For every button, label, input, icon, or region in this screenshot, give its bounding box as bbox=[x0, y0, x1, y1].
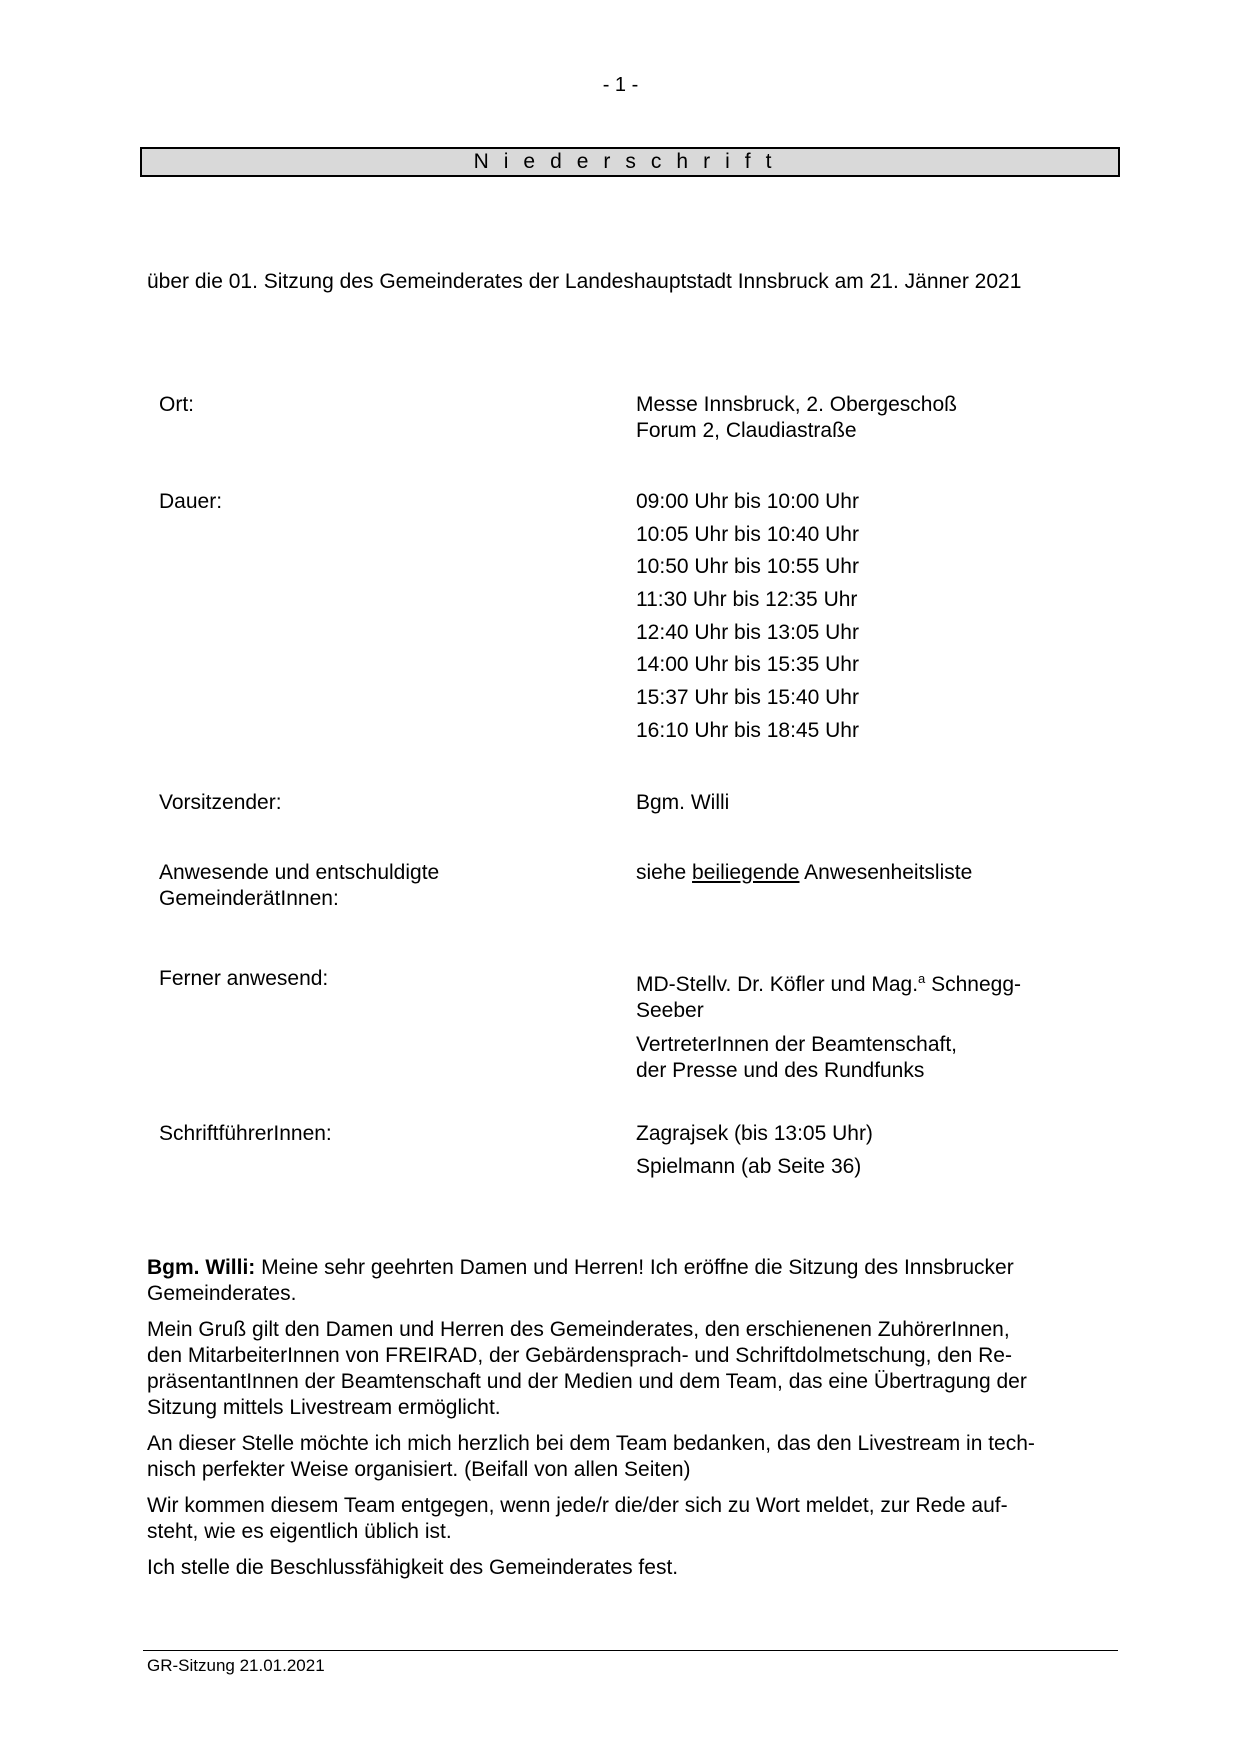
paragraph bbox=[147, 1493, 1117, 1545]
anwesende-label-line: Anwesende und entschuldigte bbox=[159, 861, 440, 884]
intro-text: über die 01. Sitzung des Gemeinderates der Landeshauptstadt Innsbruck am 21. Jänner 2021 bbox=[147, 270, 1022, 293]
ferner-line: VertreterInnen der Beamtenschaft, bbox=[636, 1033, 958, 1056]
footer-divider bbox=[143, 1650, 1118, 1651]
anwesende-underlined: beiliegende bbox=[692, 861, 800, 884]
schrift-value bbox=[636, 1118, 1116, 1183]
document-title: Niederschrift bbox=[140, 147, 1120, 177]
schrift-label: SchriftführerInnen: bbox=[159, 1122, 332, 1145]
anwesende-label bbox=[159, 860, 539, 912]
paragraph-line: Ich stelle die Beschlussfähigkeit des Gemeinderates fest. bbox=[147, 1556, 679, 1579]
ort-value bbox=[636, 392, 1116, 444]
schrift-line: Spielmann (ab Seite 36) bbox=[636, 1154, 862, 1178]
paragraph bbox=[147, 1317, 1117, 1421]
paragraph-line: Gemeinderates. bbox=[147, 1282, 297, 1305]
ferner-value bbox=[636, 966, 1116, 1084]
anwesende-value bbox=[636, 860, 1116, 886]
paragraph-line: An dieser Stelle möchte ich mich herzlich bei dem Team bedanken, das den Livestream in tech- bbox=[147, 1432, 1035, 1455]
ort-label: Ort: bbox=[159, 393, 194, 416]
speaker-name: Bgm. Willi: bbox=[147, 1256, 256, 1279]
vorsitz-value: Bgm. Willi bbox=[636, 791, 730, 814]
ort-line: Messe Innsbruck, 2. Obergeschoß bbox=[636, 393, 957, 416]
paragraph-line: nisch perfekter Weise organisiert. (Beifall von allen Seiten) bbox=[147, 1458, 691, 1481]
paragraph-line: den MitarbeiterInnen von FREIRAD, der Gebärdensprach- und Schriftdolmetschung, den Re- bbox=[147, 1344, 1012, 1367]
dauer-label: Dauer: bbox=[159, 490, 223, 513]
anwesende-prefix: siehe bbox=[636, 861, 687, 884]
anwesende-suffix: Anwesenheitsliste bbox=[804, 861, 973, 884]
body-text bbox=[147, 1255, 1117, 1591]
dauer-line: 15:37 Uhr bis 15:40 Uhr bbox=[636, 686, 859, 710]
ferner-label: Ferner anwesend: bbox=[159, 967, 329, 990]
page-number: - 1 - bbox=[602, 74, 639, 96]
dauer-line: 09:00 Uhr bis 10:00 Uhr bbox=[636, 490, 859, 513]
paragraph-line: Wir kommen diesem Team entgegen, wenn jede/r die/der sich zu Wort meldet, zur Rede auf- bbox=[147, 1494, 1008, 1517]
dauer-line: 11:30 Uhr bis 12:35 Uhr bbox=[636, 588, 858, 612]
ferner-line bbox=[636, 966, 1116, 998]
paragraph-line: Meine sehr geehrten Damen und Herren! Ich eröffne die Sitzung des Innsbrucker bbox=[255, 1256, 1014, 1279]
paragraph bbox=[147, 1431, 1117, 1483]
anwesende-label-line: GemeinderätInnen: bbox=[159, 887, 339, 910]
dauer-line: 14:00 Uhr bis 15:35 Uhr bbox=[636, 653, 859, 677]
vorsitz-label: Vorsitzender: bbox=[159, 791, 282, 814]
paragraph-line: präsentantInnen der Beamtenschaft und der Medien und dem Team, das eine Übertragung der bbox=[147, 1370, 1027, 1393]
dauer-line: 16:10 Uhr bis 18:45 Uhr bbox=[636, 718, 859, 742]
paragraph-line: Sitzung mittels Livestream ermöglicht. bbox=[147, 1396, 501, 1419]
dauer-line: 10:50 Uhr bis 10:55 Uhr bbox=[636, 555, 859, 579]
footer-text: GR-Sitzung 21.01.2021 bbox=[147, 1656, 325, 1675]
ferner-sup: a bbox=[918, 971, 926, 986]
paragraph bbox=[147, 1255, 1117, 1307]
dauer-line: 10:05 Uhr bis 10:40 Uhr bbox=[636, 522, 859, 546]
paragraph-line: steht, wie es eigentlich üblich ist. bbox=[147, 1520, 452, 1543]
ferner-line: Seeber bbox=[636, 999, 704, 1022]
ferner-line1-a: MD-Stellv. Dr. Köfler und Mag. bbox=[636, 973, 919, 996]
ferner-line: der Presse und des Rundfunks bbox=[636, 1059, 925, 1082]
paragraph bbox=[147, 1555, 1117, 1581]
paragraph-line: Mein Gruß gilt den Damen und Herren des Gemeinderates, den erschienenen ZuhörerInnen, bbox=[147, 1318, 1010, 1341]
dauer-line: 12:40 Uhr bis 13:05 Uhr bbox=[636, 620, 859, 644]
dauer-value bbox=[636, 486, 1116, 748]
ort-line: Forum 2, Claudiastraße bbox=[636, 419, 857, 442]
schrift-line: Zagrajsek (bis 13:05 Uhr) bbox=[636, 1122, 873, 1145]
ferner-line1-b: Schnegg- bbox=[925, 973, 1022, 996]
